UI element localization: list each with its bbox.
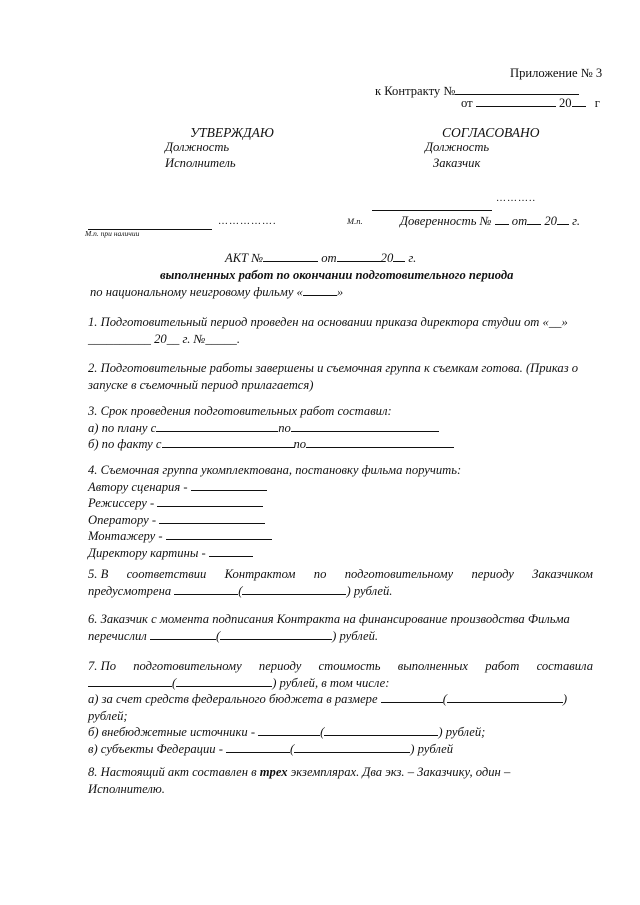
item-5-word: Контрактом [224,567,296,581]
poa-year-blank [557,214,569,225]
act-year-blank [393,251,405,262]
item-7-line-2: ( ) рублей, в том числе: [88,675,593,692]
film-name-blank [303,285,337,296]
act-title-from: от [321,251,337,265]
item-4-title: 4. Съемочная группа укомплектована, постановку фильма поручить: [88,463,462,477]
item-5-word: подготовительному [344,567,454,581]
item-2-line-2: запуске в съемочный период прилагается) [88,377,314,392]
item-6-line-1: 6. Заказчик с момента подписания Контракта на финансирование производства Фильма [88,612,570,626]
item-7-word: составила [536,659,593,673]
item-8-line-1 [88,764,510,781]
act-title-prefix: АКТ № [225,251,264,265]
operator-label: Оператору - [88,512,157,527]
item-4 [88,462,461,561]
approve-position: Должность [165,140,230,154]
item-3 [88,403,454,453]
item-7 [88,658,593,757]
item-7-c-amount-blank [226,742,290,753]
author-label: Автору сценария - [88,479,188,494]
item-4-editor [88,528,461,545]
item-3-plan-label: а) по плану с [88,420,157,435]
contract-date-blank [476,96,556,107]
agree-title: СОГЛАСОВАНО [442,125,540,140]
item-7-b-amount-blank [258,725,320,736]
plan-to-blank [291,421,439,432]
power-of-attorney-line [400,214,580,228]
contract-number-blank [455,84,579,95]
item-7-total-blank [88,676,172,687]
plan-from-blank [156,421,278,432]
editor-label: Монтажеру - [88,529,163,543]
item-7-word: выполненных [397,659,468,673]
act-date-blank [337,251,381,262]
item-3-fact-label: б) по факту с [88,437,162,451]
contract-date-line [461,96,600,110]
item-8-line-2: Исполнителю. [88,781,165,796]
approve-seal-note: М.п. при наличии [85,229,140,238]
item-4-manager [88,545,461,562]
contract-date-year: 20 [558,96,572,110]
agree-signature-line [372,200,492,214]
act-subtitle: выполненных работ по окончании подготовительного периода [160,268,514,282]
item-7-word: 7. По [88,659,116,673]
appendix-label: Приложение № 3 [510,66,603,80]
contract-year-blank [572,96,586,107]
item-7-c-label: в) субъекты Федерации - [88,741,223,756]
contract-date-from: от [461,96,473,110]
item-7-c-rub: ) рублей [410,741,454,756]
item-7-c-words-blank [294,742,410,753]
item-2 [88,360,578,393]
item-7-word: стоимость [318,659,381,673]
contract-date-suffix: г [594,96,600,110]
author-blank [191,480,267,491]
approve-party: Исполнитель [165,156,236,170]
item-6-line-2: перечислил ( ) рублей. [88,628,379,643]
film-line-close: » [336,285,344,299]
editor-blank [166,529,272,540]
item-5-word: соответствии [126,567,207,581]
poa-day-blank [527,214,541,225]
item-2-line-1: 2. Подготовительные работы завершены и съемочная группа к съемкам готова. (Приказ о [88,361,579,375]
item-7-a-words-blank [447,692,563,703]
item-5-line-1 [88,566,593,583]
poa-year: 20 [544,214,557,228]
item-7-line-1 [88,658,593,675]
item-6-amount-blank [150,629,216,640]
item-6-transferred: перечислил [88,628,147,643]
item-7-b: б) внебюджетные источники - ( ) рублей; [88,725,486,739]
item-5-amount-blank [174,584,238,595]
item-1-line-2: __________ 20__ г. №_____. [88,331,241,346]
item-7-a-label: а) за счет средств федерального бюджета в размере [88,692,378,706]
agree-seal-note: М.п. [347,216,363,226]
item-5-amount-words-blank [242,584,346,595]
item-8 [88,764,510,797]
agree-position: Должность [425,140,490,154]
item-6-rub: ) рублей. [332,628,379,643]
act-title-g: г. [408,251,417,265]
item-3-plan-to: по [278,420,291,435]
approve-title: УТВЕРЖДАЮ [190,125,274,140]
item-7-total-words-blank [176,676,272,687]
item-7-c: в) субъекты Федерации - ( ) рублей [88,741,454,756]
act-number-blank [263,251,318,262]
item-1 [88,314,568,347]
item-5-word: Заказчиком [532,567,593,581]
item-7-a-amount-blank [381,692,443,703]
item-7-b-label: б) внебюджетные источники - [88,725,256,739]
item-6-amount-words-blank [220,629,332,640]
item-3-fact [88,436,454,453]
item-7-a: а) за счет средств федерального бюджета в размере ( ) [88,692,568,706]
act-title-year: 20 [380,251,394,265]
agree-party: Заказчик [433,156,481,170]
poa-label: Доверенность № [400,214,492,228]
item-8-end: экземплярах. Два экз. – Заказчику, один – [290,765,511,779]
item-5-word: по [313,567,327,581]
item-4-director [88,495,461,512]
fact-from-blank [162,437,294,448]
item-5-word: периоду [471,567,514,581]
item-1-line-1: 1. Подготовительный период проведен на основании приказа директора студии от «__» [88,315,568,329]
item-3-title: 3. Срок проведения подготовительных работ составил: [88,404,392,418]
item-3-fact-to: по [293,437,307,451]
item-4-author [88,479,461,496]
operator-blank [159,513,265,524]
fact-to-blank [306,437,454,448]
act-title [225,251,416,265]
item-7-a-rub: рублей; [88,708,128,723]
item-7-including: ) рублей, в том числе: [272,675,390,690]
item-7-word: работ [485,659,520,673]
poa-number-blank [495,214,509,225]
film-name-line [90,285,343,299]
item-7-word: периоду [258,659,302,673]
item-7-b-words-blank [324,725,438,736]
poa-g: г. [572,214,581,228]
agree-name-dots: ……….. [496,193,536,204]
item-5-rub: ) рублей. [346,583,393,598]
manager-blank [209,546,253,557]
item-7-word: подготовительному [133,659,242,673]
agree-signature-blank [372,200,492,211]
item-6 [88,611,570,644]
item-4-operator [88,512,461,529]
director-blank [157,496,263,507]
item-7-b-rub: ) рублей; [438,725,486,739]
film-line-prefix: по национальному неигровому фильму « [90,285,303,299]
director-label: Режиссеру - [88,496,155,510]
contract-prefix: к Контракту № [375,84,456,98]
item-5 [88,566,593,599]
item-5-provided: предусмотрена [88,583,172,598]
manager-label: Директору картины - [88,545,206,560]
approve-name-dots: ……………. [218,216,277,227]
item-5-line-2: предусмотрена ( ) рублей. [88,583,393,598]
item-5-word: 5. В [88,567,109,581]
item-3-plan [88,420,454,437]
item-8-copies: трех [259,765,288,779]
poa-from: от [511,214,528,228]
item-8-start: 8. Настоящий акт составлен в [88,765,257,779]
